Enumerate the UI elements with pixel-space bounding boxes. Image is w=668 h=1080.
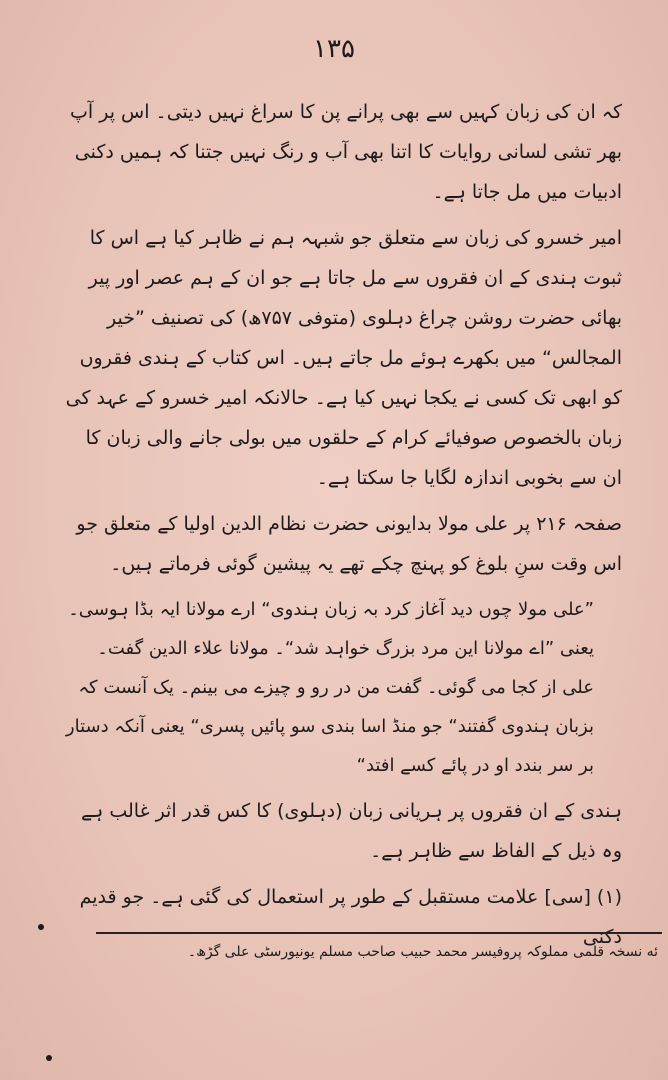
ink-speck: [46, 1055, 52, 1061]
paragraph-2: امیر خسرو کی زبان سے متعلق جو شبہہ ہم نے ظاہر کیا ہے اس کا ثبوت ہندی کے ان فقروں سے مل جاتا ہے جو ان کے ہم عصر اور پیر بھائی حضرت روشن چراغ دہلوی (متوفی ۷۵۷ھ) کی تصنیف ”خیر المجالس“ میں بکھرے ہوئے مل جاتے ہیں۔ اس کتاب کے ہندی فقروں کو ابھی تک کسی نے یکجا نہیں کیا ہے۔ حالانکہ امیر خسرو کے عہد کی زبان بالخصوص صوفیائے کرام کے حلقوں میں بولی جانے والی زبان کا ان سے بخوبی اندازہ لگایا جا سکتا ہے۔: [65, 227, 622, 489]
footnote: ئه نسخہ قلمی مملوکہ پروفیسر محمد حبیب صاحب مسلم یونیورسٹی علی گڑھ۔: [187, 944, 658, 960]
page-number: ۱۳۵: [313, 34, 355, 64]
footnote-divider: [96, 932, 662, 934]
paragraph-4: ہندی کے ان فقروں پر ہریانی زبان (دہلوی) کا کس قدر اثر غالب ہے وہ ذیل کے الفاظ سے ظاہر ہے۔: [81, 800, 622, 862]
body-text: [62, 92, 622, 963]
paragraph-1: کہ ان کی زبان کہیں سے بھی پرانے پن کا سراغ نہیں دیتی۔ اس پر آپ بھر تشی لسانی روایات کا اتنا بھی آب و رنگ نہیں جتنا کہ ہمیں دکنی ادبیات میں مل جاتا ہے۔: [70, 101, 622, 203]
persian-quote: ”علی مولا چوں دید آغاز کرد بہ زبان ہندوی“ ارے مولانا ایہ بڈا ہوسی۔ یعنی ”اے مولانا این مرد بزرگ خواہد شد“۔ مولانا علاء الدین گفت۔ علی از کجا می گوئی۔ گفت من در رو و چیزے می بینم۔ یک آنست کہ بزبان ہندوی گفتند“ جو منڈ اسا بندی سو پائیں پسری“ یعنی آنکہ دستار بر سر بندد او در پائے کسے افتد“: [65, 599, 594, 776]
paragraph-3: صفحہ ۲۱۶ پر علی مولا بدایونی حضرت نظام الدین اولیا کے متعلق جو اس وقت سنِ بلوغ کو پہنچ چکے تھے یہ پیشین گوئی فرماتے ہیں۔: [76, 513, 622, 575]
paragraph-5: (۱) [سی] علامت مستقبل کے طور پر استعمال کی گئی ہے۔ جو قدیم دکنی: [79, 886, 622, 948]
ink-speck: [38, 924, 44, 930]
